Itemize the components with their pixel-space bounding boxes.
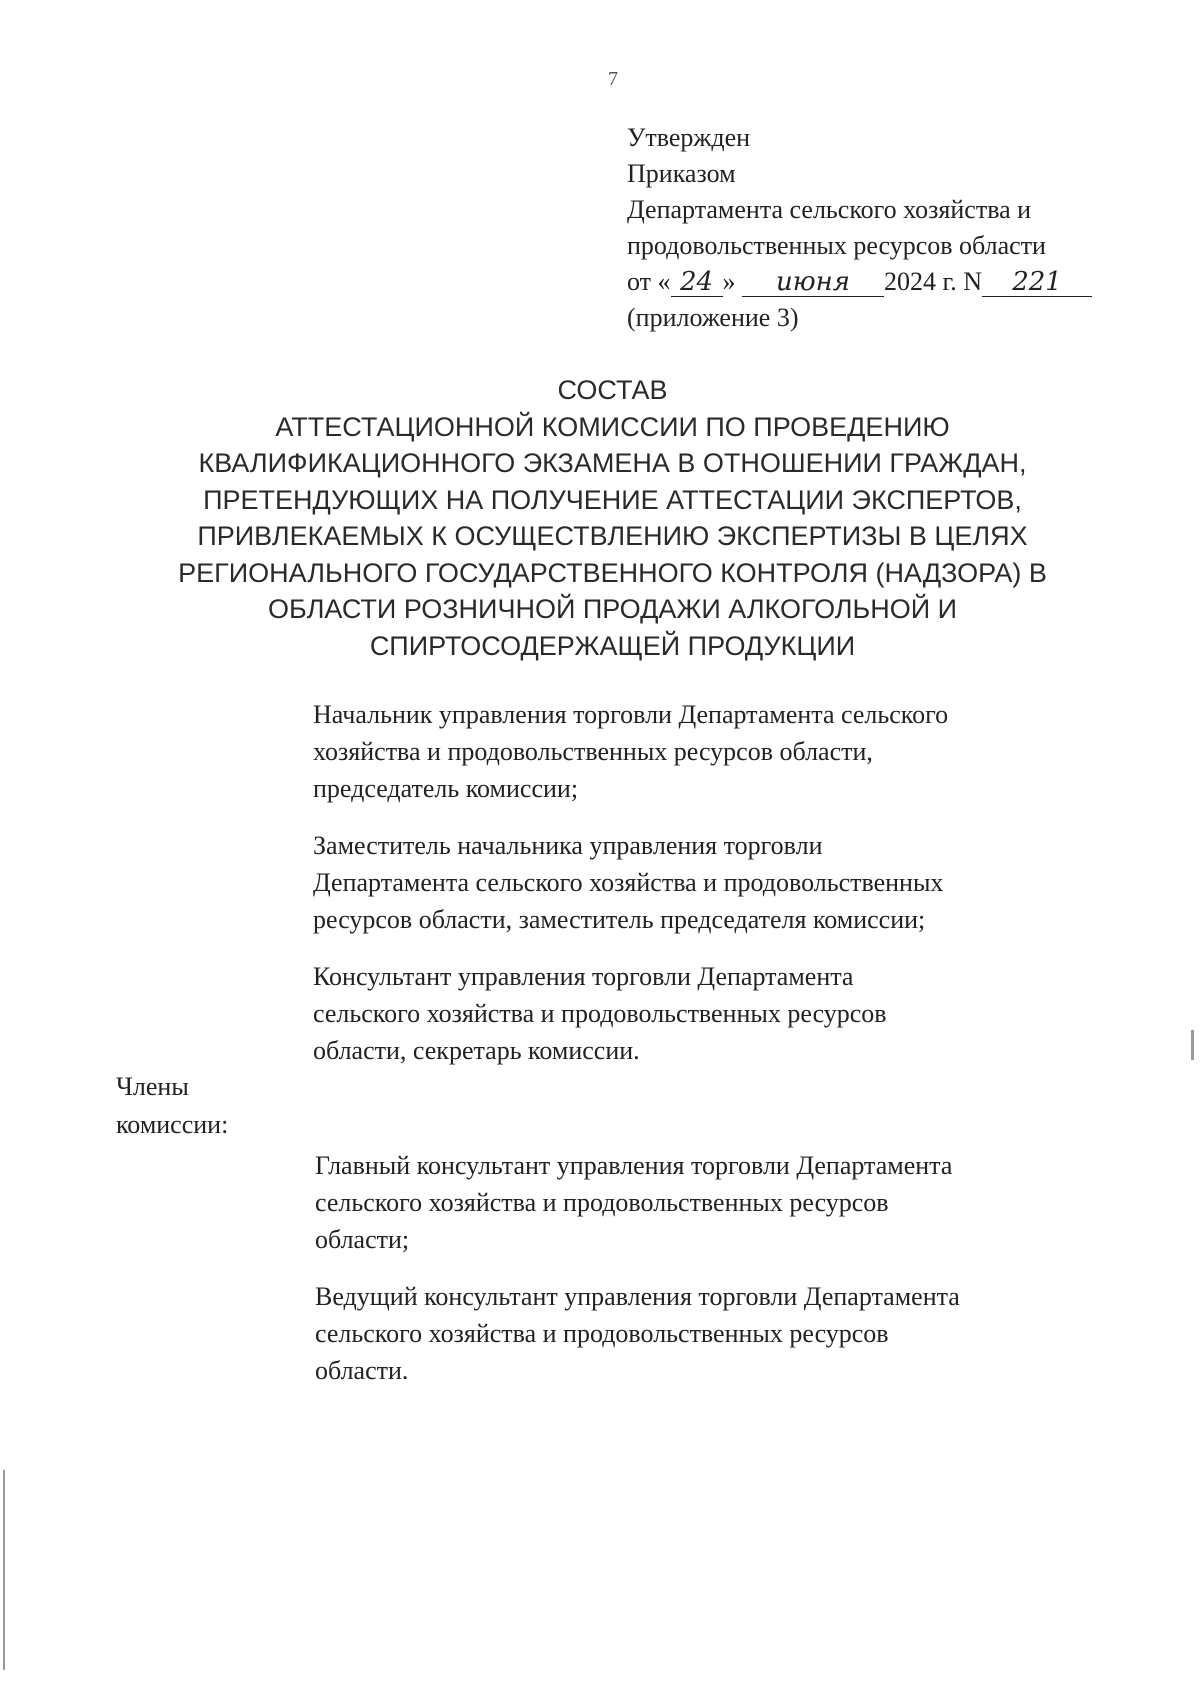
date-prefix: от « — [627, 267, 671, 296]
entry-line: Заместитель начальника управления торговли — [313, 831, 823, 860]
member-entry — [315, 1278, 1135, 1389]
approval-line: продовольственных ресурсов области — [627, 231, 1046, 260]
title-heading: СОСТАВ — [557, 375, 668, 405]
handwritten-order-number: 221 — [982, 268, 1092, 297]
members-label-line: комиссии: — [116, 1110, 229, 1139]
entry-line: сельского хозяйства и продовольственных ресурсов — [315, 1319, 889, 1348]
title-line: РЕГИОНАЛЬНОГО ГОСУДАРСТВЕННОГО КОНТРОЛЯ (НАДЗОРА) В — [178, 557, 1047, 588]
title-line: ПРЕТЕНДУЮЩИХ НА ПОЛУЧЕНИЕ АТТЕСТАЦИИ ЭКСПЕРТОВ, — [203, 484, 1022, 515]
handwritten-day: 24 — [671, 268, 723, 297]
entry-line: хозяйства и продовольственных ресурсов области, — [313, 737, 873, 766]
date-quote-close: » — [722, 267, 736, 296]
page-number: 7 — [608, 68, 618, 90]
member-entry — [315, 1147, 1135, 1258]
entry-line: сельского хозяйства и продовольственных ресурсов — [313, 999, 887, 1028]
approval-date-line — [627, 264, 1147, 300]
approval-line: Приказом — [627, 159, 736, 188]
title-line: ОБЛАСТИ РОЗНИЧНОЙ ПРОДАЖИ АЛКОГОЛЬНОЙ И — [267, 594, 958, 624]
scan-edge-mark — [3, 1470, 5, 1670]
secretary-entry — [313, 958, 1133, 1069]
approval-line: Утвержден — [627, 123, 751, 152]
chairman-entry — [313, 696, 1133, 807]
entry-line: Департамента сельского хозяйства и продовольственных — [313, 868, 944, 897]
approval-stamp-block — [627, 120, 1147, 336]
entry-line: Начальник управления торговли Департамента сельского — [313, 700, 949, 729]
approval-line: Департамента сельского хозяйства и — [627, 195, 1032, 224]
document-title — [150, 372, 1075, 664]
title-line: КВАЛИФИКАЦИОННОГО ЭКЗАМЕНА В ОТНОШЕНИИ ГРАЖДАН, — [198, 448, 1027, 478]
entry-line: области. — [315, 1356, 409, 1385]
entry-line: области, секретарь комиссии. — [313, 1036, 640, 1065]
members-list — [315, 1147, 1135, 1409]
members-label — [116, 1068, 228, 1144]
deputy-chairman-entry — [313, 827, 1133, 938]
handwritten-month: июня — [742, 268, 884, 297]
leadership-list — [313, 696, 1133, 1089]
entry-line: председатель комиссии; — [313, 774, 579, 803]
appendix-label: (приложение 3) — [627, 303, 799, 332]
entry-line: сельского хозяйства и продовольственных ресурсов — [315, 1188, 889, 1217]
title-line: АТТЕСТАЦИОННОЙ КОМИССИИ ПО ПРОВЕДЕНИЮ — [275, 411, 950, 442]
scan-edge-mark — [1191, 1030, 1194, 1060]
date-year: 2024 г. N — [884, 267, 983, 296]
entry-line: Главный консультант управления торговли Департамента — [315, 1151, 953, 1180]
members-label-line: Члены — [116, 1072, 189, 1101]
entry-line: Консультант управления торговли Департамента — [313, 962, 854, 991]
entry-line: ресурсов области, заместитель председателя комиссии; — [313, 905, 926, 934]
title-line: ПРИВЛЕКАЕМЫХ К ОСУЩЕСТВЛЕНИЮ ЭКСПЕРТИЗЫ В ЦЕЛЯХ — [197, 521, 1028, 551]
title-line: СПИРТОСОДЕРЖАЩЕЙ ПРОДУКЦИИ — [369, 630, 856, 661]
entry-line: Ведущий консультант управления торговли Департамента — [315, 1282, 960, 1311]
entry-line: области; — [315, 1225, 410, 1254]
